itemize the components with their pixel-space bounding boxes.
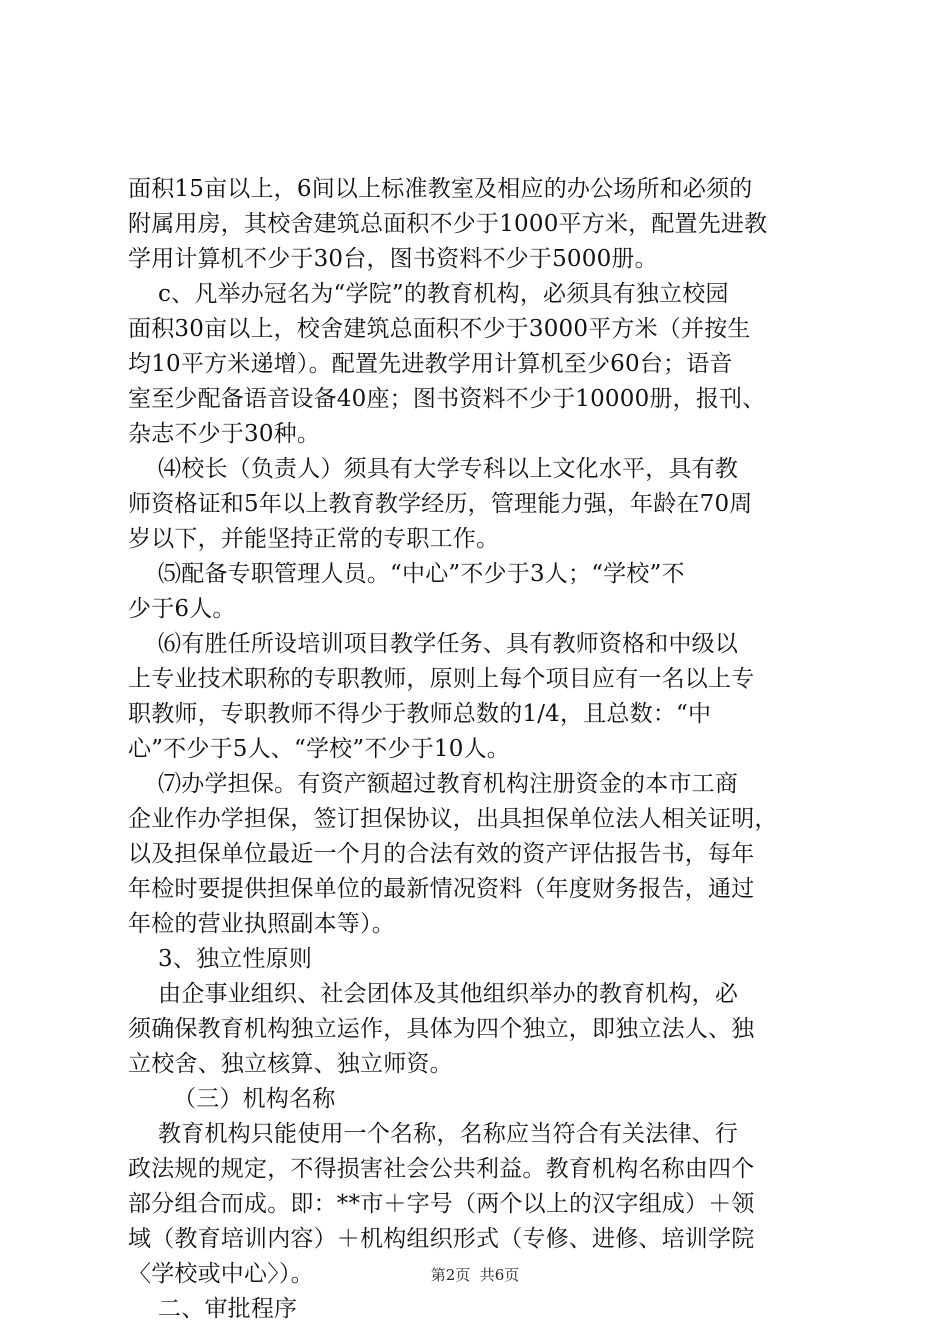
text-line: 须确保教育机构独立运作，具体为四个独立，即独立法人、独 [128, 1016, 755, 1042]
page-number-footer: 第2页 共6页 [430, 1266, 520, 1284]
text-line: 附属用房，其校舍建筑总面积不少于1000平方米，配置先进教 [128, 211, 768, 237]
text-line: 政法规的规定，不得损害社会公共利益。教育机构名称由四个 [128, 1156, 755, 1182]
text-line: 学用计算机不少于30台，图书资料不少于5000册。 [128, 246, 658, 272]
document-body [128, 172, 828, 1327]
text-line: 面积15亩以上，6间以上标准教室及相应的办公场所和必须的 [128, 176, 753, 202]
text-line: 立校舍、独立核算、独立师资。 [128, 1051, 453, 1077]
text-line: 上专业技术职称的专职教师，原则上每个项目应有一名以上专 [128, 666, 755, 692]
text-line: 岁以下，并能坚持正常的专职工作。 [128, 526, 500, 552]
text-line: ⑷校长（负责人）须具有大学专科以上文化水平，具有教 [128, 456, 739, 482]
text-line: 杂志不少于30种。 [128, 421, 321, 447]
text-line: 职教师，专职教师不得少于教师总数的1/4，且总数：“中 [128, 701, 712, 727]
text-line: 部分组合而成。即：**市＋字号（两个以上的汉字组成）＋领 [128, 1191, 755, 1217]
text-line: 年检时要提供担保单位的最新情况资料（年度财务报告，通过 [128, 876, 755, 902]
section-heading: 二、审批程序 [128, 1296, 298, 1322]
text-line: c、凡举办冠名为“学院”的教育机构，必须具有独立校园 [128, 281, 729, 307]
text-line: 少于6人。 [128, 596, 236, 622]
text-line: ⑹有胜任所设培训项目教学任务、具有教师资格和中级以 [128, 631, 739, 657]
text-line: 均10平方米递增）。配置先进教学用计算机至少60台；语音 [128, 351, 733, 377]
text-line: ⑺办学担保。有资产额超过教育机构注册资金的本市工商 [128, 771, 739, 797]
section-heading: 3、独立性原则 [128, 946, 313, 972]
text-line: 由企事业组织、社会团体及其他组织举办的教育机构，必 [128, 981, 739, 1007]
text-line: 面积30亩以上，校舍建筑总面积不少于3000平方米（并按生 [128, 316, 751, 342]
section-heading: （三）机构名称 [128, 1086, 336, 1112]
text-line: 师资格证和5年以上教育教学经历，管理能力强，年龄在70周 [128, 491, 753, 517]
text-line: 年检的营业执照副本等）。 [128, 911, 395, 937]
text-line: 心”不少于5人、“学校”不少于10人。 [128, 736, 510, 762]
text-line: 企业作办学担保，签订担保协议，出具担保单位法人相关证明， [128, 806, 778, 832]
text-line: 室至少配备语音设备40座；图书资料不少于10000册，报刊、 [128, 386, 766, 412]
text-line: ⑸配备专职管理人员。“中心”不少于3人；“学校”不 [128, 561, 685, 587]
text-line: 以及担保单位最近一个月的合法有效的资产评估报告书，每年 [128, 841, 755, 867]
text-line: 教育机构只能使用一个名称，名称应当符合有关法律、行 [128, 1121, 739, 1147]
text-line: 〈学校或中心〉）。 [128, 1261, 314, 1287]
text-line: 域（教育培训内容）＋机构组织形式（专修、进修、培训学院 [128, 1226, 755, 1252]
